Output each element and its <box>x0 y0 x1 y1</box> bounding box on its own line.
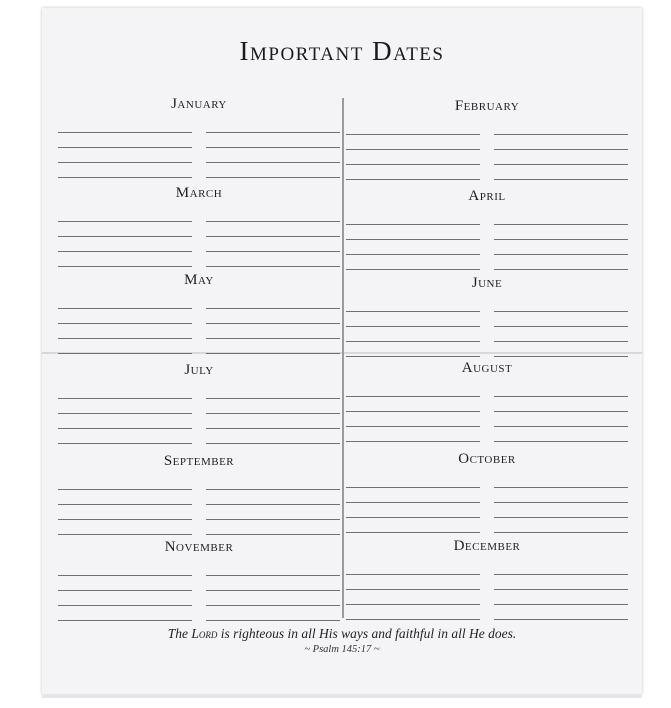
date-line[interactable] <box>58 414 192 429</box>
date-line[interactable] <box>206 207 340 222</box>
scripture-reference: ~ Psalm 145:17 ~ <box>304 644 380 655</box>
month-name: September <box>163 453 235 469</box>
date-line[interactable] <box>58 324 192 339</box>
date-line[interactable] <box>346 150 480 165</box>
date-line[interactable] <box>494 342 628 357</box>
date-line[interactable] <box>346 382 480 397</box>
date-line[interactable] <box>206 576 340 591</box>
date-line[interactable] <box>346 210 480 225</box>
date-line[interactable] <box>58 118 192 133</box>
date-line[interactable] <box>206 309 340 324</box>
date-lines <box>346 210 628 270</box>
date-line[interactable] <box>494 135 628 150</box>
date-line[interactable] <box>58 520 192 535</box>
date-lines <box>58 561 340 621</box>
date-line[interactable] <box>494 575 628 590</box>
date-line[interactable] <box>494 503 628 518</box>
date-line[interactable] <box>58 252 192 267</box>
date-line[interactable] <box>346 225 480 240</box>
month-block-august <box>346 358 628 442</box>
date-line[interactable] <box>58 384 192 399</box>
month-name: May <box>184 272 214 288</box>
date-line[interactable] <box>494 165 628 180</box>
date-line[interactable] <box>346 560 480 575</box>
date-line[interactable] <box>206 118 340 133</box>
date-line[interactable] <box>58 475 192 490</box>
date-line[interactable] <box>346 503 480 518</box>
month-name: April <box>468 188 506 204</box>
page-edge <box>42 694 642 698</box>
month-name: January <box>171 96 227 112</box>
month-block-april <box>346 186 628 270</box>
month-block-july <box>58 360 340 444</box>
date-line[interactable] <box>206 163 340 178</box>
date-lines <box>58 475 340 535</box>
date-line[interactable] <box>58 237 192 252</box>
date-line[interactable] <box>58 163 192 178</box>
date-line[interactable] <box>494 473 628 488</box>
date-line[interactable] <box>206 252 340 267</box>
month-name: March <box>175 185 223 201</box>
date-line[interactable] <box>58 591 192 606</box>
month-block-january <box>58 94 340 178</box>
month-name: February <box>454 98 520 114</box>
date-line[interactable] <box>346 120 480 135</box>
date-line[interactable] <box>206 414 340 429</box>
date-line[interactable] <box>206 222 340 237</box>
date-line[interactable] <box>206 339 340 354</box>
date-lines <box>346 120 628 180</box>
date-line[interactable] <box>494 560 628 575</box>
date-line[interactable] <box>206 520 340 535</box>
date-line[interactable] <box>494 297 628 312</box>
date-line[interactable] <box>494 397 628 412</box>
center-divider <box>342 98 344 618</box>
month-name: June <box>471 275 503 291</box>
month-name: July <box>184 362 214 378</box>
date-line[interactable] <box>494 225 628 240</box>
date-lines <box>346 560 628 620</box>
month-block-december <box>346 536 628 620</box>
month-name: December <box>453 538 521 554</box>
scripture-verse <box>42 626 642 642</box>
verse-text-end: is righteous in all His ways and faithful in all He does. <box>217 626 517 641</box>
date-line[interactable] <box>58 429 192 444</box>
date-line[interactable] <box>346 135 480 150</box>
date-line[interactable] <box>58 133 192 148</box>
date-line[interactable] <box>346 427 480 442</box>
date-line[interactable] <box>58 606 192 621</box>
date-line[interactable] <box>346 165 480 180</box>
date-line[interactable] <box>494 488 628 503</box>
month-block-october <box>346 449 628 533</box>
date-line[interactable] <box>58 561 192 576</box>
date-line[interactable] <box>58 399 192 414</box>
date-lines <box>58 384 340 444</box>
date-line[interactable] <box>206 324 340 339</box>
date-line[interactable] <box>346 590 480 605</box>
date-line[interactable] <box>346 312 480 327</box>
date-line[interactable] <box>346 327 480 342</box>
month-block-november <box>58 537 340 621</box>
date-line[interactable] <box>58 294 192 309</box>
month-name: August <box>461 360 513 376</box>
date-lines <box>346 382 628 442</box>
date-line[interactable] <box>494 120 628 135</box>
page-title: Important Dates <box>239 36 445 66</box>
date-line[interactable] <box>206 133 340 148</box>
date-line[interactable] <box>494 412 628 427</box>
date-line[interactable] <box>494 590 628 605</box>
month-block-september <box>58 451 340 535</box>
date-line[interactable] <box>206 606 340 621</box>
date-lines <box>58 118 340 178</box>
date-line[interactable] <box>346 575 480 590</box>
month-block-march <box>58 183 340 267</box>
date-line[interactable] <box>494 518 628 533</box>
date-line[interactable] <box>58 505 192 520</box>
date-line[interactable] <box>206 475 340 490</box>
month-block-may <box>58 270 340 354</box>
month-name: November <box>164 539 234 555</box>
date-lines <box>346 297 628 357</box>
date-line[interactable] <box>206 237 340 252</box>
date-lines <box>58 294 340 354</box>
date-line[interactable] <box>58 207 192 222</box>
date-lines <box>58 207 340 267</box>
date-line[interactable] <box>494 312 628 327</box>
verse-lord: Lord <box>191 626 218 641</box>
date-line[interactable] <box>494 605 628 620</box>
date-line[interactable] <box>494 382 628 397</box>
date-line[interactable] <box>346 518 480 533</box>
date-line[interactable] <box>346 342 480 357</box>
month-block-june <box>346 273 628 357</box>
date-line[interactable] <box>346 255 480 270</box>
date-line[interactable] <box>206 505 340 520</box>
date-line[interactable] <box>206 490 340 505</box>
date-line[interactable] <box>58 148 192 163</box>
date-line[interactable] <box>206 294 340 309</box>
date-line[interactable] <box>494 150 628 165</box>
date-line[interactable] <box>206 399 340 414</box>
date-line[interactable] <box>346 297 480 312</box>
date-line[interactable] <box>58 576 192 591</box>
date-line[interactable] <box>346 240 480 255</box>
month-name: October <box>458 451 516 467</box>
date-line[interactable] <box>206 561 340 576</box>
date-line[interactable] <box>494 427 628 442</box>
date-line[interactable] <box>346 473 480 488</box>
date-line[interactable] <box>58 309 192 324</box>
date-line[interactable] <box>206 591 340 606</box>
date-line[interactable] <box>206 148 340 163</box>
date-line[interactable] <box>494 240 628 255</box>
date-line[interactable] <box>206 429 340 444</box>
date-line[interactable] <box>346 412 480 427</box>
date-line[interactable] <box>494 255 628 270</box>
date-line[interactable] <box>206 384 340 399</box>
date-lines <box>346 473 628 533</box>
date-line[interactable] <box>346 397 480 412</box>
date-line[interactable] <box>494 210 628 225</box>
verse-text-start: The <box>167 626 192 641</box>
month-block-february <box>346 96 628 180</box>
date-line[interactable] <box>346 488 480 503</box>
date-line[interactable] <box>346 605 480 620</box>
date-line[interactable] <box>58 490 192 505</box>
date-line[interactable] <box>58 222 192 237</box>
date-line[interactable] <box>494 327 628 342</box>
date-line[interactable] <box>58 339 192 354</box>
